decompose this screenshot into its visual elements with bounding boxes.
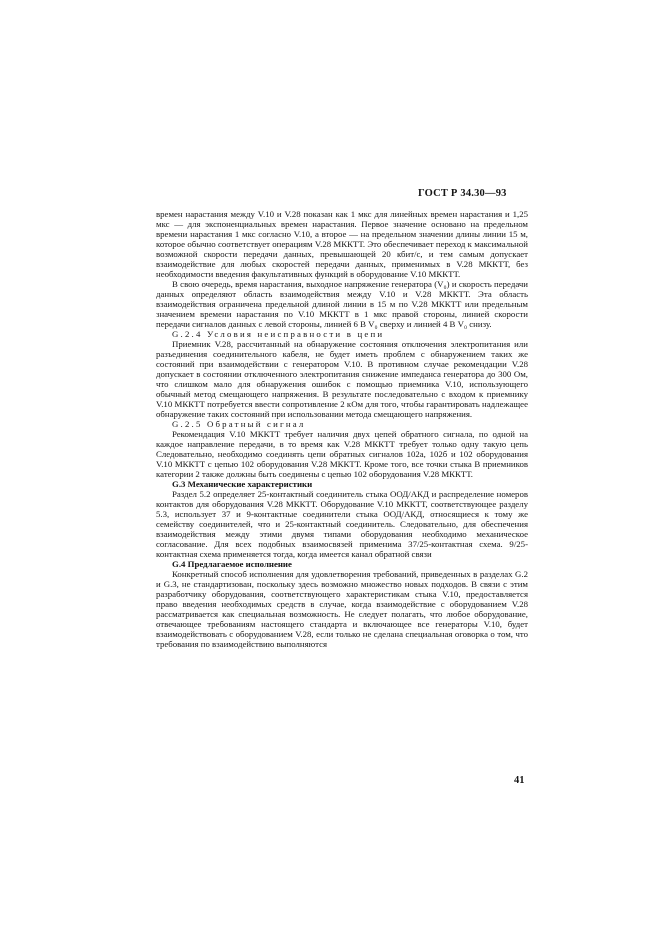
section-heading: G.2.5 Обратный сигнал [172,419,306,429]
section-heading: G.4 Предлагаемое исполнение [172,559,292,569]
paragraph: В свою очередь, время нарастания, выходное напряжение генератора (V₀) и скорость передачи данных определяют область взаимодействия между V.10 и V.28 МККТТ. Эта область взаимодействия ограничена предельной длиной линии в 15 м по V.28 МККТТ или предельным значением времени нарастания по V.10 МККТТ в 1 мкс правой стороны, линией скорости передачи сигналов данных с левой стороны, линией 6 В V₀ сверху и линией 4 В V₀ снизу. [156,279,528,329]
paragraph: Приемник V.28, рассчитанный на обнаружение состояния отключения электропитания или разъединения соединительного кабеля, не будет иметь проблем с обнаружением таких же состояний при взаимодействии с генератором V.10. В противном случае рекомендации V.28 допускает в состоянии отключенного электропитания снижение импеданса генератора до 300 Ом, что слишком мало для обнаружения ошибок с помощью приемника V.10, использующего обычный метод смещающего напряжения. В результате последовательно с входом к приемнику V.10 МККТТ потребуется ввести сопротивление 2 кОм для того, чтобы гарантировать надлежащее обнаружение таких состояний при использовании метода смещающего напряжения. [156,339,528,419]
paragraph: Раздел 5.2 определяет 25-контактный соединитель стыка ООД/АКД и распределение номеров контактов для оборудования V.28 МККТТ. Оборудование V.10 МККТТ, соответствующее разделу 5.3, использует 37 и 9-контактные соединители стыка ООД/АКД, относящиеся к тому же семейству соединителей, что и 25-контактный соединитель. Следовательно, для обеспечения взаимодействия между этими двумя типами оборудования необходимо механическое согласование. Для всех подобных взаимосвязей применима 37/25-контактная схема. 9/25-контактная схема применяется тогда, когда имеется канал обратной связи [156,489,528,559]
section-heading: G.3 Механические характеристики [172,479,313,489]
section-heading: G.2.4 Условия неисправности в цепи [172,329,385,339]
paragraph: Рекомендация V.10 МККТТ требует наличия двух цепей обратного сигнала, по одной на каждое направление передачи, в то время как V.28 МККТТ требует только одну такую цепь Следовательно, необходимо соединять цепи обратных сигналов 102а, 102б и 102 оборудования V.10 МККТТ с цепью 102 оборудования V.28 МККТТ. Кроме того, все точки стыка В приемников категории 2 также должны быть соединены с цепью 102 оборудования V.28 МККТТ. [156,429,528,479]
paragraph: Конкретный способ исполнения для удовлетворения требований, приведенных в разделах G.2 и G.3, не стандартизован, поскольку здесь возможно множество новых подходов. В связи с этим разработчику оборудования, соответствующего характеристикам стыка V.10, предоставляется право введения необходимых средств в случае, когда взаимодействие с оборудованием V.28 рассматривается как специальная возможность. Не следует полагать, что любое оборудование, отвечающее требованиям настоящего стандарта и включающее все генераторы V.10, будет взаимодействовать с оборудованием V.28, если только не сделана специальная оговорка о том, что требования по взаимодействию выполняются [156,569,528,649]
document-header: ГОСТ Р 34.30—93 [418,188,507,199]
document-body [156,209,528,649]
page-number: 41 [514,775,525,786]
paragraph: времен нарастания между V.10 и V.28 показан как 1 мкс для линейных времен нарастания и 1,25 мкс — для экспоненциальных времен нарастания. Первое значение основано на предельном времени нарастания 1 мкс согласно V.10, а второе — на предельном значении длины линии 15 м, которое обычно соответствует операциям V.28 МККТТ. Это обеспечивает переход к максимальной возможной скорости передачи данных, превышающей 20 кбит/с, и тем самым допускает взаимодействие для любых скоростей передачи данных, применимых в V.28 МККТТ, без необходимости введения факультативных функций в оборудование V.10 МККТТ. [156,209,528,279]
